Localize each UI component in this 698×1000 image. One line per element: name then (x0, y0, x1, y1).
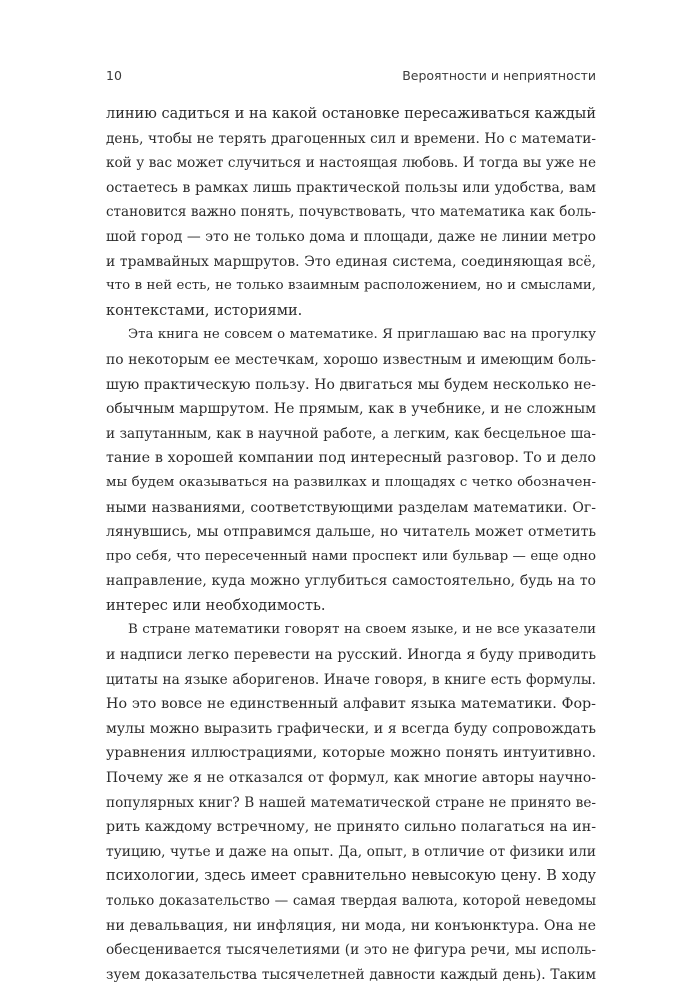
text-line: популярных книг? В нашей математической стране не принято ве- (106, 794, 596, 811)
text-line: мулы можно выразить графически, и я всегда буду сопровождать (106, 720, 596, 737)
text-line: шую практическую пользу. Но двигаться мы будем несколько не- (106, 376, 596, 393)
text-line: контекстами, историями. (106, 302, 303, 319)
text-line: становится важно понять, почувствовать, что математика как боль- (106, 204, 596, 221)
text-line: зуем доказательства тысячелетней давности каждый день). Таким (106, 966, 596, 983)
text-line: цитаты на языке аборигенов. Иначе говоря, в книге есть формулы. (106, 671, 596, 688)
text-line: остаетесь в рамках лишь практической пользы или удобства, вам (106, 179, 596, 196)
text-line: обесценивается тысячелетиями (и это не фигура речи, мы исполь- (106, 942, 596, 959)
text-line: интерес или необходимость. (106, 597, 326, 614)
body-text (106, 102, 596, 987)
text-line: тание в хорошей компании под интересный разговор. То и дело (106, 450, 596, 467)
text-line: что в ней есть, не только взаимным расположением, но и смыслами, (106, 278, 596, 294)
text-line: только доказательство — самая твердая валюта, которой неведомы (106, 893, 596, 909)
text-line: кой у вас может случиться и настоящая любовь. И тогда вы уже не (106, 155, 596, 172)
text-line: ни девальвация, ни инфляция, ни мода, ни конъюнктура. Она не (106, 917, 596, 934)
text-line: психологии, здесь имеет сравнительно невысокую цену. В ходу (106, 868, 596, 885)
text-line: Эта книга не совсем о математике. Я приглашаю вас на прогулку (128, 327, 596, 343)
text-line: Но это вовсе не единственный алфавит языка математики. Фор- (106, 696, 596, 713)
paragraph (106, 102, 596, 323)
text-line: и запутанным, как в научной работе, а легким, как бесцельное ша- (106, 425, 596, 442)
text-line: и надписи легко перевести на русский. Иногда я буду приводить (106, 647, 596, 664)
text-line: В стране математики говорят на своем языке, и не все указатели (128, 622, 596, 638)
text-line: уравнения иллюстрациями, которые можно понять интуитивно. (106, 745, 596, 762)
paragraph (106, 323, 596, 618)
text-line: и трамвайных маршрутов. Это единая система, соединяющая всё, (106, 253, 596, 270)
text-line: по некоторым ее местечкам, хорошо известным и имеющим боль- (106, 351, 596, 368)
text-line: туицию, чутье и даже на опыт. Да, опыт, в отличие от физики или (106, 843, 596, 860)
page-number: 10 (106, 68, 122, 83)
text-line: ными названиями, соответствующими разделам математики. Ог- (106, 499, 596, 516)
text-line: мы будем оказываться на развилках и площадях с четко обозначен- (106, 474, 596, 490)
text-line: рить каждому встречному, не принято сильно полагаться на ин- (106, 819, 596, 836)
text-line: обычным маршрутом. Не прямым, как в учебнике, и не сложным (106, 401, 596, 418)
page-header (106, 68, 596, 90)
text-line: направление, куда можно углубиться самостоятельно, будь на то (106, 573, 596, 590)
running-title: Вероятности и неприятности (402, 68, 596, 83)
paragraph (106, 618, 596, 987)
text-line: Почему же я не отказался от формул, как многие авторы научно- (106, 770, 596, 787)
text-line: про себя, что пересеченный нами проспект или бульвар — еще одно (106, 548, 596, 564)
text-line: шой город — это не только дома и площади, даже не линии метро (106, 228, 596, 245)
text-line: день, чтобы не терять драгоценных сил и времени. Но с математи- (106, 130, 596, 147)
text-line: линию садиться и на какой остановке пересаживаться каждый (106, 106, 596, 122)
text-line: лянувшись, мы отправимся дальше, но читатель может отметить (106, 524, 596, 541)
